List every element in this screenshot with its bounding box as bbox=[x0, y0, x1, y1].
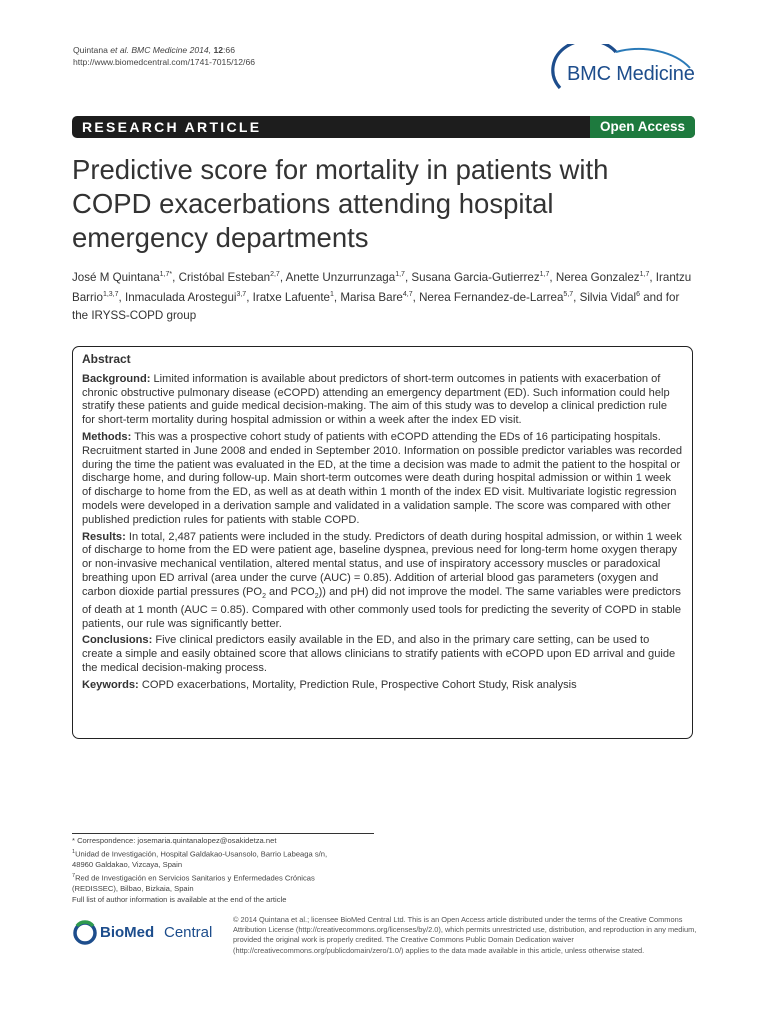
author-affiliation: 1,3,7 bbox=[102, 291, 119, 299]
affiliation-number: 7 bbox=[72, 872, 76, 879]
background-label: Background: bbox=[82, 372, 151, 385]
citation-volume: 12 bbox=[213, 45, 224, 55]
citation-line bbox=[73, 44, 255, 56]
article-type-label: RESEARCH ARTICLE bbox=[82, 119, 262, 135]
footnote-divider bbox=[72, 833, 374, 834]
author-affiliation: 6 bbox=[636, 291, 641, 299]
biomed-ring-icon bbox=[72, 918, 98, 948]
author-affiliation: 1,7 bbox=[639, 271, 650, 278]
author bbox=[179, 271, 280, 284]
author-name: Anette Unzurrunzaga bbox=[285, 270, 396, 284]
results-label: Results: bbox=[82, 530, 126, 543]
keywords-text: COPD exacerbations, Mortality, Prediction Rule, Prospective Cohort Study, Risk analysis bbox=[141, 678, 577, 691]
affiliation-7 bbox=[72, 871, 392, 884]
affiliation-text: Red de Investigación en Servicios Sanitarios y Enfermedades Crónicas bbox=[75, 873, 315, 883]
journal-logo-text: BMC Medicine bbox=[567, 63, 695, 85]
correspondence[interactable]: * Correspondence: josemaria.quintanalopez@osakidetza.net bbox=[72, 836, 277, 845]
author bbox=[556, 271, 650, 284]
citation-authors: Quintana bbox=[73, 45, 108, 55]
affiliation-number: 1 bbox=[72, 848, 76, 855]
citation-journal: BMC Medicine 2014, bbox=[131, 45, 212, 55]
author bbox=[72, 271, 172, 284]
author-list: José M Quintana$^{1,7*}$, Cristóbal Esteban$^{2,7}$, Anette Unzurrunzaga$^{1,7}$, Susana Garcia-Gutierrez$^{1,7}$, Nerea Gonzalez$^{1,7}$, Irantzu Barrio$^{1,3,7}$, Inmaculada Arostegui$^{3,7}$, Iratxe Lafuente$^1$, Marisa Bare$^{4,7}$, Nerea Fernandez-de-Larrea$^{5,7}$, Silvia Vidal$^6$ and for the IRYSS-COPD group bbox=[72, 270, 692, 322]
author-affiliation: 1,7 bbox=[539, 271, 550, 278]
author-name: Marisa Bare bbox=[340, 291, 403, 305]
article-type-banner bbox=[72, 116, 695, 138]
author-name: Nerea Gonzalez bbox=[555, 270, 640, 284]
abstract-keywords bbox=[82, 679, 683, 693]
author-name: Irantzu Barrio bbox=[72, 270, 692, 305]
methods-text: This was a prospective cohort study of patients with eCOPD attending the EDs of 16 participating hospitals. Recruitment started in June 2008 and ended in September 2010. Information on possible predictor variables was recorded during the time the patient was evaluated in the ED, at the time a decision was made to admit the patient to the hospital or discharge home, and during follow-up. Main short-term outcomes were death during hospital admission or within 1 week of discharge to home from the ED, as well as at death within 1 month of the index ED visit. Multivariate logistic regression models were developed in a derivation sample and validated in a validation sample. The score was compared with other published prediction rules for patients with stable COPD. bbox=[82, 430, 683, 526]
footnotes bbox=[72, 836, 392, 906]
author-affiliation: 3,7 bbox=[236, 291, 247, 299]
author-name: Susana Garcia-Gutierrez bbox=[411, 270, 540, 284]
methods-label: Methods: bbox=[82, 430, 132, 443]
conclusions-text: Five clinical predictors easily available in the ED, and also in the primary care setting, can be used to create a simple and easily obtained score that allows clinicians to stratify patients with eCOPD upon ED arrival and guide the medical decision-making process. bbox=[82, 634, 676, 674]
author-affiliation: 5,7 bbox=[563, 291, 574, 299]
author-affiliation: 2,7 bbox=[270, 271, 280, 278]
affiliation-7-cont: (REDISSEC), Bilbao, Bizkaia, Spain bbox=[72, 884, 194, 894]
abstract-methods bbox=[82, 431, 683, 528]
author bbox=[125, 291, 246, 304]
license-statement: © 2014 Quintana et al.; licensee BioMed Central Ltd. This is an Open Access article distributed under the terms of the Creative Commons Attribution License (http://creativecommons.org/licenses/by/2.0), which permits unrestricted use, distribution, and reproduction in any medium, provided the original work is properly credited. The Creative Commons Public Domain Dedication waiver (http://creativecommons.org/publicdomain/zero/1.0/) applies to the data made available in this article, unless otherwise stated. bbox=[233, 915, 697, 955]
logo-text-biomed: BioMed bbox=[100, 924, 155, 941]
affiliation-1-cont: 48960 Galdakao, Vizcaya, Spain bbox=[72, 860, 183, 870]
biomed-central-logo bbox=[72, 918, 232, 948]
author-name: Inmaculada Arostegui bbox=[124, 291, 237, 305]
article-title: Predictive score for mortality in patients with COPD exacerbations attending hospital emergency departments bbox=[72, 154, 609, 253]
results-text: )) and pH) did not improve the model. The same variables were predictors of death at 1 month (AUC = 0.85). Compared with other commonly used tools for predicting the severity of COPD in stable patients, our rule was significantly better. bbox=[82, 585, 682, 630]
abstract-box bbox=[72, 346, 693, 739]
author-affiliation: 1 bbox=[330, 291, 334, 299]
subscript: 2 bbox=[262, 592, 266, 600]
author-name: Cristóbal Esteban bbox=[178, 270, 271, 284]
author-name: Nerea Fernandez-de-Larrea bbox=[419, 291, 564, 305]
author bbox=[580, 291, 640, 304]
keywords-label: Keywords: bbox=[82, 678, 139, 691]
author bbox=[411, 271, 549, 284]
author-name: Silvia Vidal bbox=[579, 291, 637, 305]
citation-etal: et al. bbox=[110, 45, 129, 55]
background-text: Limited information is available about predictors of short-term outcomes in patients with exacerbation of chronic obstructive pulmonary disease (eCOPD) attending an emergency department (ED). Such information could help stratify these patients and guide medical decision-making. The aim of this study was to develop a clinical prediction rule for short-term mortality during hospital admission or within a week after the index ED visit. bbox=[82, 372, 670, 427]
author-affiliation: 1,7 bbox=[395, 271, 405, 278]
author-affiliation: 4,7 bbox=[402, 291, 413, 299]
abstract-background bbox=[82, 373, 683, 428]
author-info-note: Full list of author information is available at the end of the article bbox=[72, 895, 287, 905]
abstract-heading: Abstract bbox=[82, 352, 131, 366]
citation-pages: :66 bbox=[223, 45, 235, 55]
conclusions-label: Conclusions: bbox=[82, 634, 153, 647]
abstract-results bbox=[82, 531, 683, 632]
author bbox=[419, 291, 573, 304]
open-access-badge: Open Access bbox=[590, 116, 695, 138]
citation-header bbox=[73, 44, 255, 68]
author bbox=[286, 271, 405, 284]
results-text: and PCO bbox=[265, 585, 315, 598]
author-name: Iratxe Lafuente bbox=[252, 291, 331, 305]
author bbox=[340, 291, 412, 304]
logo-text-central: Central bbox=[164, 924, 213, 941]
subscript: 2 bbox=[314, 592, 319, 600]
affiliation-text: Unidad de Investigación, Hospital Galdakao-Usansolo, Barrio Labeaga s/n, bbox=[75, 849, 328, 859]
author bbox=[253, 291, 334, 304]
results-text: In total, 2,487 patients were included in the study. Predictors of death during hospital admission, or within 1 week of discharge to home from the ED were patient age, baseline dyspnea, previous need for long-term home oxygen therapy or non-invasive mechanical ventilation, altered mental status, and use of inspiratory accessory muscles or paradoxical breathing upon ED arrival (area under the curve (AUC) = 0.85). Addition of arterial blood gas parameters (oxygen and carbon dioxide partial pressures (PO bbox=[82, 530, 682, 598]
author-affiliation: 1,7* bbox=[159, 271, 173, 278]
citation-url[interactable]: http://www.biomedcentral.com/1741-7015/12/66 bbox=[73, 57, 256, 67]
author-group: and for the IRYSS-COPD group bbox=[72, 291, 680, 322]
abstract-conclusions bbox=[82, 634, 683, 675]
bmc-medicine-logo bbox=[548, 44, 698, 100]
affiliation-1 bbox=[72, 847, 392, 860]
author-name: José M Quintana bbox=[72, 270, 160, 284]
